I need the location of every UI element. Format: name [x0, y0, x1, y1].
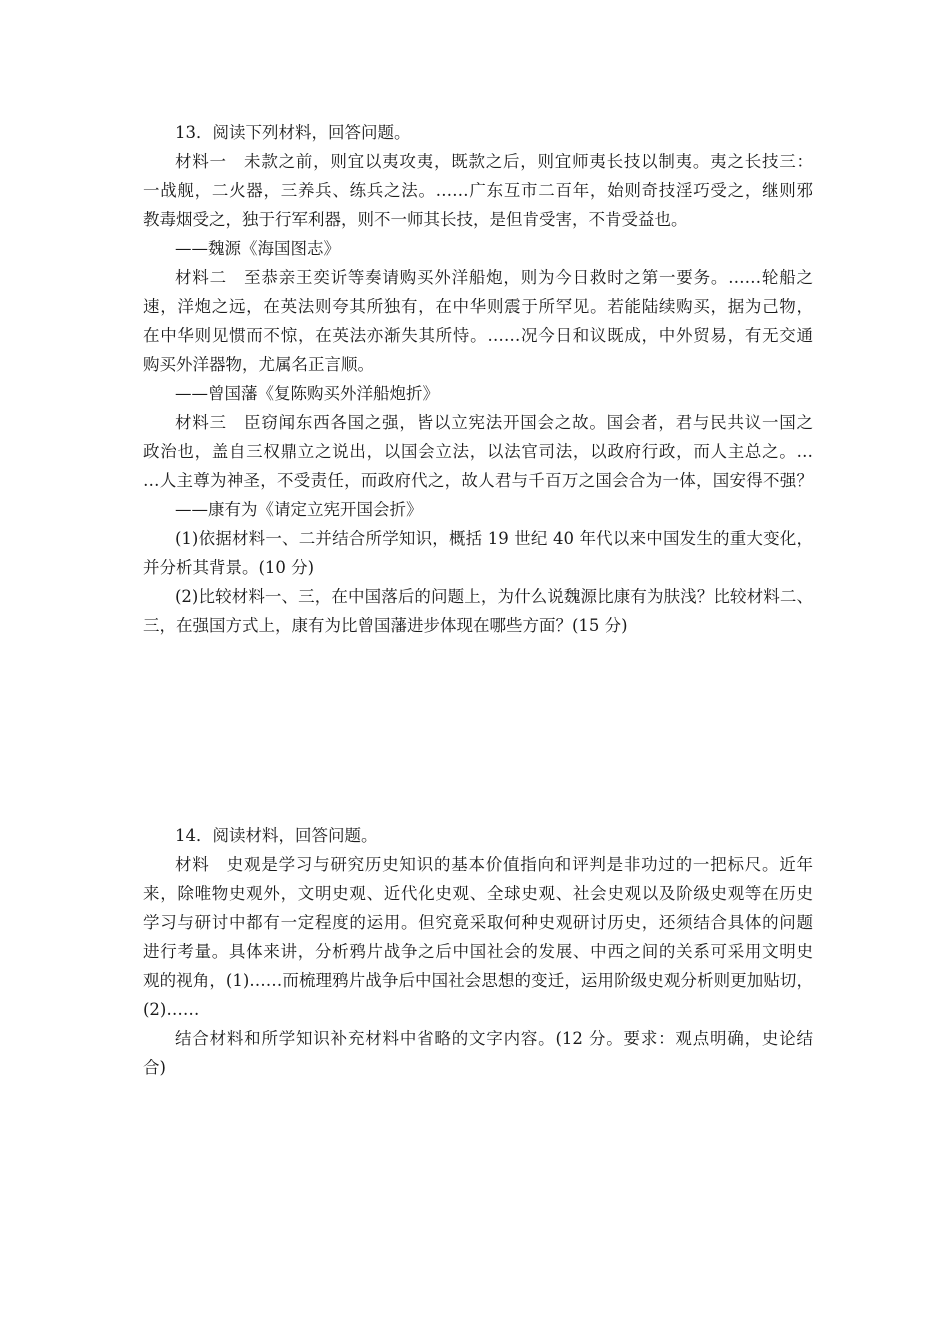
q14-material-line6: (2)…… [143, 1000, 200, 1019]
q14-task-line2: 合) [143, 1058, 166, 1077]
q13-material1-line3: 教毒烟受之，独于行军利器，则不一师其长技，是但肯受害，不肯受益也。 [143, 210, 688, 229]
q14-material-line2: 来，除唯物史观外，文明史观、近代化史观、全球史观、社会史观以及阶级史观等在历史 [143, 884, 813, 903]
q13-material2-source: ——曾国藩《复陈购买外洋船炮折》 [175, 384, 439, 403]
q14-material-line4: 进行考量。具体来讲，分析鸦片战争之后中国社会的发展、中西之间的关系可采用文明史 [143, 942, 813, 961]
q13-material3-line3: …人主尊为神圣，不受责任，而政府代之，故人君与千百万之国会合为一体，国安得不强？ [143, 471, 813, 490]
q14-task-line1: 结合材料和所学知识补充材料中省略的文字内容。(12 分。要求：观点明确，史论结 [175, 1029, 813, 1048]
q13-material1-line1: 材料一 未款之前，则宜以夷攻夷，既款之后，则宜师夷长技以制夷。夷之长技三： [175, 152, 813, 171]
q13-material2-line3: 在中华则见惯而不惊，在英法亦渐失其所恃。……况今日和议既成，中外贸易，有无交通 [143, 326, 813, 345]
q13-sub2-line2: 三，在强国方式上，康有为比曾国藩进步体现在哪些方面？(15 分) [143, 616, 628, 635]
q13-sub2-line1: (2)比较材料一、三，在中国落后的问题上，为什么说魏源比康有为肤浅？比较材料二、 [175, 587, 813, 606]
q13-sub1-line1: (1)依据材料一、二并结合所学知识，概括 19 世纪 40 年代以来中国发生的重大变化， [175, 529, 813, 548]
q13-material2-line1: 材料二 至恭亲王奕䜣等奏请购买外洋船炮，则为今日救时之第一要务。……轮船之 [175, 268, 813, 287]
q13-material2-line2: 速，洋炮之远，在英法则夸其所独有，在中华则震于所罕见。若能陆续购买，据为己物， [143, 297, 813, 316]
q13-title: 13．阅读下列材料，回答问题。 [175, 123, 411, 142]
q14-material-line1: 材料 史观是学习与研究历史知识的基本价值指向和评判是非功过的一把标尺。近年 [175, 855, 813, 874]
q13-material2-line4: 购买外洋器物，尤属名正言顺。 [143, 355, 374, 374]
q13-material1-line2: 一战舰，二火器，三养兵、练兵之法。……广东互市二百年，始则奇技淫巧受之，继则邪 [143, 181, 813, 200]
q14-material-line3: 学习与研讨中都有一定程度的运用。但究竟采取何种史观研讨历史，还须结合具体的问题 [143, 913, 813, 932]
q13-material3-source: ——康有为《请定立宪开国会折》 [175, 500, 423, 519]
q13-material3-line1: 材料三 臣窃闻东西各国之强，皆以立宪法开国会之故。国会者，君与民共议一国之 [175, 413, 813, 432]
q14-material-line5: 观的视角，(1)……而梳理鸦片战争后中国社会思想的变迁，运用阶级史观分析则更加贴切， [143, 971, 813, 990]
q13-material1-source: ——魏源《海国图志》 [175, 239, 340, 258]
q13-material3-line2: 政治也，盖自三权鼎立之说出，以国会立法，以法官司法，以政府行政，而人主总之。… [143, 442, 813, 461]
q14-title: 14．阅读材料，回答问题。 [175, 826, 378, 845]
q13-sub1-line2: 并分析其背景。(10 分) [143, 558, 315, 577]
